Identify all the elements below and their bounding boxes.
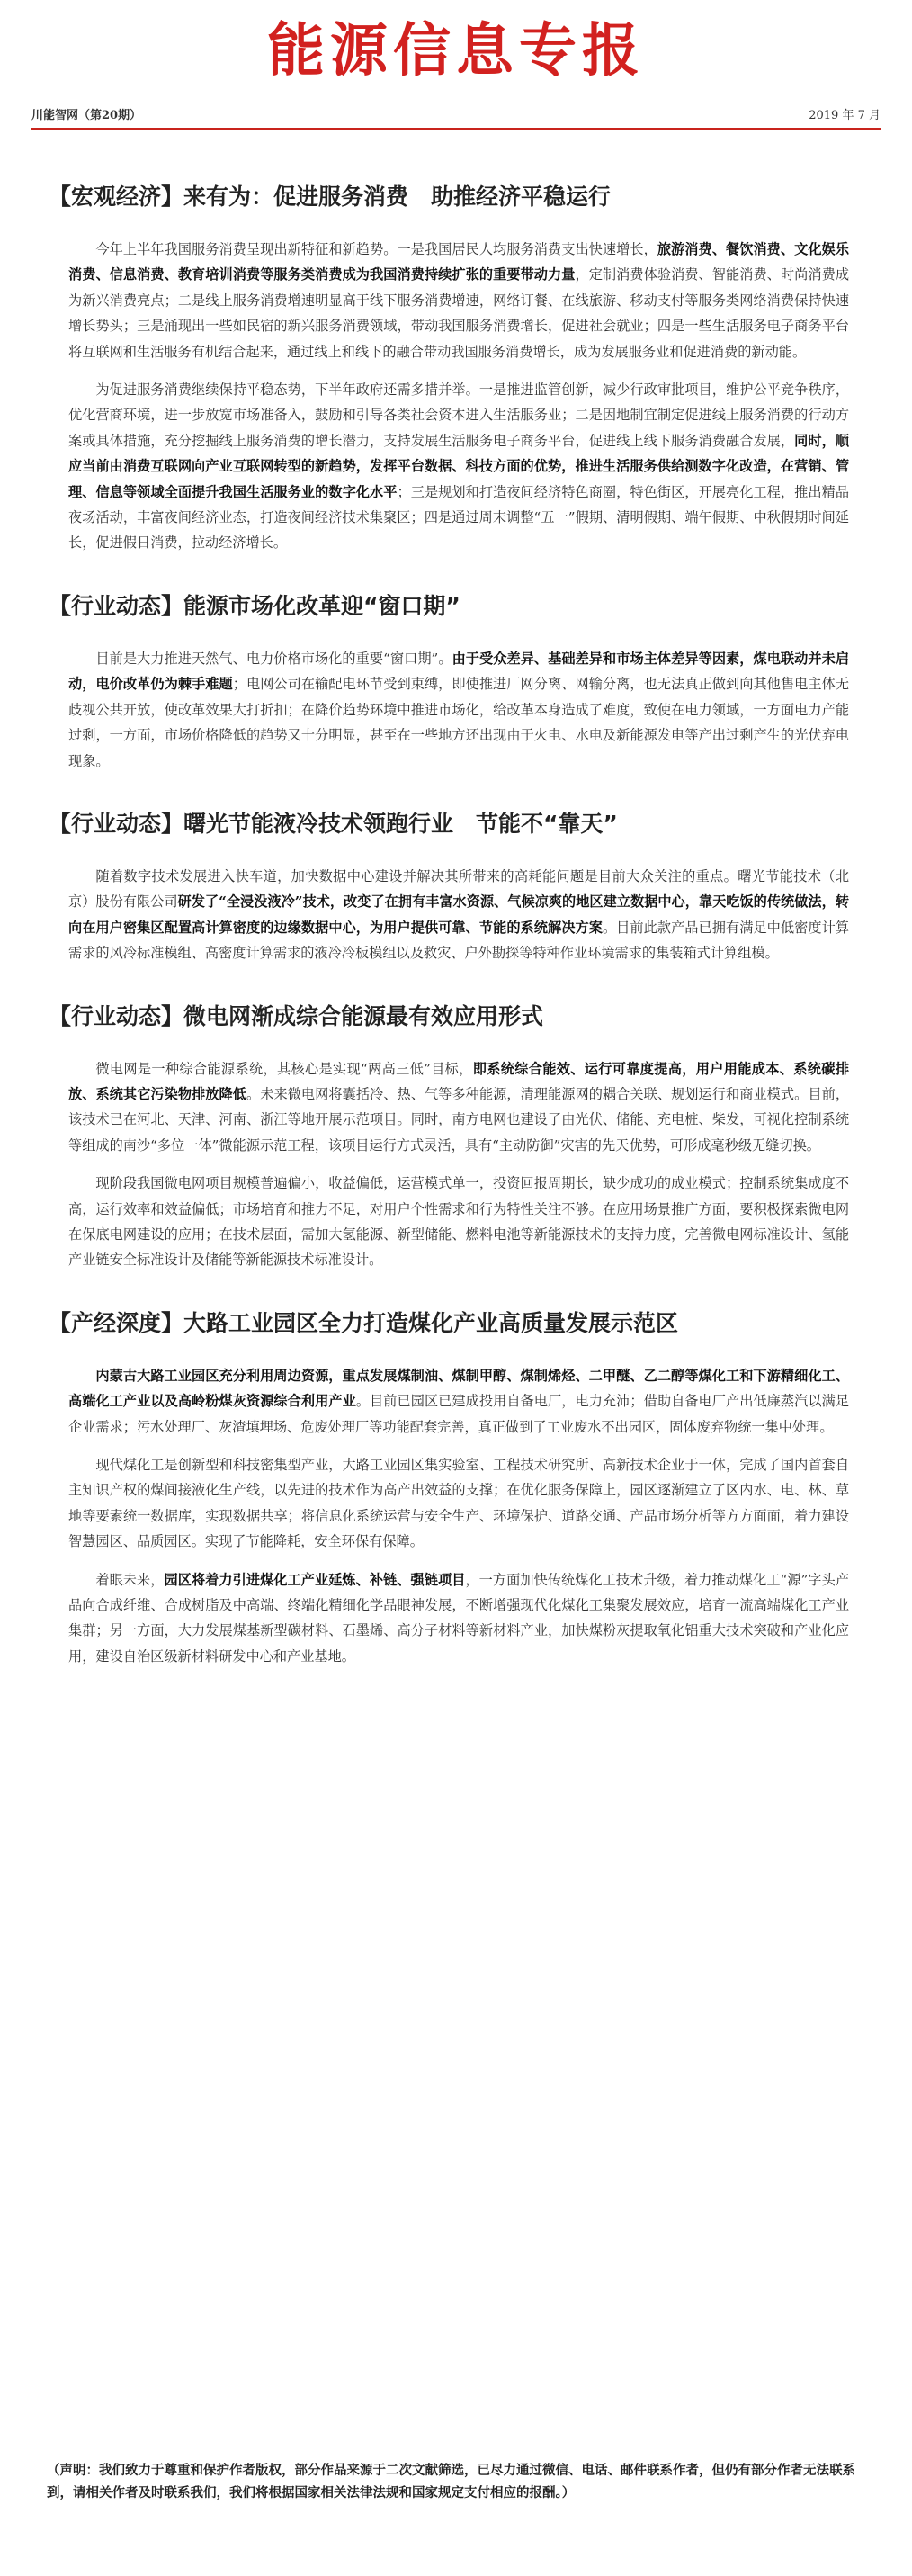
publication-title: 能源信息专报 [267,18,645,85]
article-section [49,1309,850,1669]
article-section [49,592,850,774]
section-heading: 【行业动态】曙光节能液冷技术领跑行业 节能不“靠天” [49,810,618,837]
issue-date: 2019 年 7 月 [809,109,881,122]
emphasis-text: 由于受众差异、基础差异和市场主体差异等因素，煤电联动并未启动，电价改革仍为棘手难题 [68,650,850,693]
issue-number: 川能智网（第20期） [31,109,142,122]
body-text: 今年上半年我国服务消费呈现出新特征和新趋势。一是我国居民人均服务消费支出快速增长， [95,241,657,257]
body-text: 目前是大力推进天然气、电力价格市场化的重要“窗口期”。 [95,650,452,667]
body-text: 。未来微电网将囊括冷、热、气等多种能源，清理能源网的耦合关联、规划运行和商业模式。目前，该技术已在河北、天津、河南、浙江等地开展示范项目。同时，南方电网也建设了由光伏、储能、充电桩、柴发，可视化控制系统等组成的南沙“多位一体”微能源示范工程，该项目运行方式灵活，具有“主动防御”灾害的先天优势，可形成毫秒级无缝切换。 [68,1085,850,1153]
article-section [49,183,850,556]
emphasis-text: 园区将着力引进煤化工产业延炼、补链、强链项目 [164,1571,466,1588]
body-text: 为促进服务消费继续保持平稳态势，下半年政府还需多措并举。一是推进监管创新，减少行政审批项目，维护公平竞争秩序，优化营商环境，进一步放宽市场准备入，鼓励和引导各类社会资本进入生活服务业；二是因地制宜制定促进线上服务消费的行动方案或具体措施，充分挖掘线上服务消费的增长潜力，支持发展生活服务电子商务平台，促进线上线下服务消费融合发展， [68,381,849,449]
section-heading: 【宏观经济】来有为：促进服务消费 助推经济平稳运行 [49,184,612,210]
emphasis-text: 同时，顺应当前由消费互联网向产业互联网转型的新趋势，发挥平台数据、科技方面的优势，推进生活服务供给测数字化改造，在营销、管理、信息等领域全面提升我国生活服务业的数字化水平 [68,432,850,500]
emphasis-text: 研发了“全浸没液冷”技术，改变了在拥有丰富水资源、气候凉爽的地区建立数据中心，靠天吃饭的传统做法，转向在用户密集区配置高计算密度的边缘数据中心，为用户提供可靠、节能的系统解决方案 [68,893,850,936]
section-heading: 【行业动态】能源市场化改革迎“窗口期” [49,592,460,619]
body-text: ；三是规划和打造夜间经济特色商圈，特色街区，开展亮化工程，推出精品夜场活动，丰富夜间经济业态，打造夜间经济技术集聚区；四是通过周末调整“五一”假期、清明假期、端午假期、中秋假期时间延长，促进假日消费，拉动经济增长。 [68,483,850,552]
article-section [49,810,850,966]
article-section [49,1002,850,1273]
body-text: ，定制消费体验消费、智能消费、时尚消费成为新兴消费亮点；二是线上服务消费增速明显高于线下服务消费增速，网络订餐、在线旅游、移动支付等服务类网络消费保持快速增长势头；三是涌现出一些如民宿的新兴服务消费领域，带动我国服务消费增长，促进社会就业；四是一些生活服务电子商务平台将互联网和生活服务有机结合起来，通过线上和线下的融合带动我国服务消费增长，成为发展服务业和促进消费的新动能。 [68,266,850,360]
copyright-statement: （声明：我们致力于尊重和保护作者版权，部分作品来源于二次文献筛选，已尽力通过微信、电话、邮件联系作者，但仍有部分作者无法联系到，请相关作者及时联系我们，我们将根据国家相关法律法规和国家规定支付相应的报酬。） [47,2463,855,2500]
body-text: ，一方面加快传统煤化工技术升级，着力推动煤化工“源”字头产品向合成纤维、合成树脂及中高端、终端化精细化学品眼神发展，不断增强现代化煤化工集聚发展效应，培育一流高端煤化工产业集群；另一方面，大力发展煤基新型碳材料、石墨烯、高分子材料等新材料产业，加快煤粉灰提取氧化铝重大技术突破和产业化应用，建设自治区级新材料研发中心和产业基地。 [68,1571,850,1665]
section-paragraph [68,1056,849,1159]
emphasis-text: 内蒙古大路工业园区充分利用周边资源，重点发展煤制油、煤制甲醇、煤制烯烃、二甲醚、乙二醇等煤化工和下游精细化工、高端化工产业以及高岭粉煤灰资源综合利用产业 [68,1367,849,1410]
section-heading: 【产经深度】大路工业园区全力打造煤化产业高质量发展示范区 [49,1309,679,1336]
section-paragraph [68,377,849,556]
article-content [49,183,850,1669]
body-text: 现阶段我国微电网项目规模普遍偏小，收益偏低，运营模式单一，投资回报周期长，缺少成功的成业模式；控制系统集成度不高，运行效率和效益偏低；市场培育和推力不足，对用户个性需求和行为特性关注不够。在应用场景推广方面，要积极探索微电网在保底电网建设的应用；在技术层面，需加大氢能源、新型储能、燃料电池等新能源技术的支持力度，完善微电网标准设计、氢能产业链安全标准设计及储能等新能源技术标准设计。 [68,1175,849,1269]
section-paragraph [68,237,849,364]
section-heading: 【行业动态】微电网渐成综合能源最有效应用形式 [49,1002,544,1029]
body-text: 现代煤化工是创新型和科技密集型产业，大路工业园区集实验室、工程技术研究所、高新技术企业于一体，完成了国内首套自主知识产权的煤间接液化生产线，以先进的技术作为高产出效益的支撑；在优化服务保障上，园区逐渐建立了区内水、电、林、草地等要素统一数据库，实现数据共享；将信息化系统运营与安全生产、环境保护、道路交通、产品市场分析等方方面面，着力建设智慧园区、品质园区。实现了节能降耗，安全环保有保障。 [68,1457,849,1550]
emphasis-text: 即系统综合能效、运行可靠度提高，用户用能成本、系统碳排放、系统其它污染物排放降低 [68,1060,850,1102]
section-paragraph [68,1171,849,1273]
body-text: 随着数字技术发展进入快车道，加快数据中心建设并解决其所带来的高耗能问题是目前大众关注的重点。曙光节能技术（北京）股份有限公司 [68,867,849,911]
emphasis-text: 旅游消费、餐饮消费、文化娱乐消费、信息消费、教育培训消费等服务类消费成为我国消费持续扩张的重要带动力量 [68,241,850,283]
body-text: 着眼未来， [95,1571,165,1588]
section-paragraph [68,1363,849,1440]
body-text: 微电网是一种综合能源系统，其核心是实现“两高三低”目标， [95,1060,473,1077]
body-text: 。目前此款产品已拥有满足中低密度计算需求的风冷标准模组、高密度计算需求的液冷冷板模组以及救灾、户外勘探等特种作业环境需求的集装箱式计算组模。 [68,919,850,962]
body-text: ；电网公司在输配电环节受到束缚，即使推进厂网分离、网输分离，也无法真正做到向其他售电主体无歧视公共开放，使改革效果大打折扣；在降价趋势环境中推进市场化，给改革本身造成了难度，致使在电力领域，一方面电力产能过剩，一方面，市场价格降低的趋势又十分明显，甚至在一些地方还出现由于火电、水电及新能源发电等产出过剩产生的光伏弃电现象。 [68,676,850,769]
section-paragraph [68,646,849,774]
section-paragraph [68,1567,849,1670]
body-text: 。目前已园区已建成投用自备电厂，电力充沛；借助自备电厂产出低廉蒸汽以满足企业需求；污水处理厂、灰渣填埋场、危废处理厂等功能配套完善，真正做到了工业废水不出园区，固体废弃物统一集中处理。 [68,1393,850,1435]
masthead [0,0,912,94]
issue-bar [31,94,881,130]
section-paragraph [68,1452,849,1555]
section-paragraph [68,864,849,966]
